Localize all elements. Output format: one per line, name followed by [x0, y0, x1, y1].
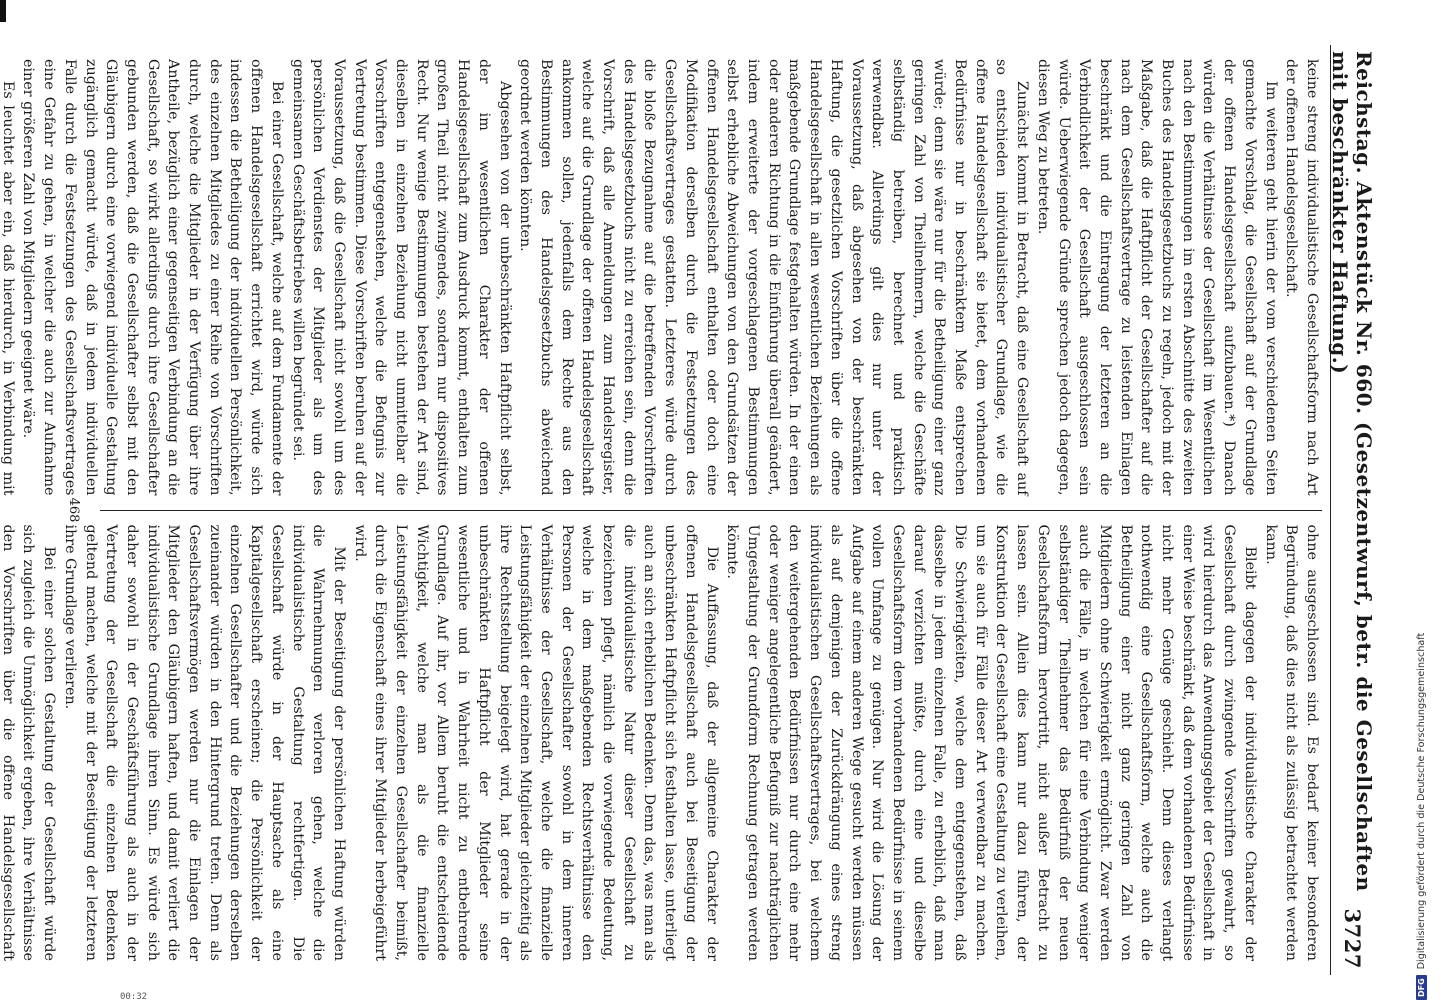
digitization-note-rotated — [1396, 605, 1446, 1000]
paragraph: Im weiteren geht hierin der vom verschiedenen Seiten gemachte Vorschlag, die Gesellschaft auf der Grundlage der offenen Handelsgesellschaft aufzubauen.*) Danach würden die Verhältnisse der Gesellschaft im Wesentlichen nach den Bestimmungen im ersten Abschnitte des zweiten Buches des Handelsgesetzbuchs zu regeln, jedoch mit der Maßgabe, daß die Haftpflicht der Gesellschafter auf die nach dem Gesellschaftsvertrage zu leistenden Einlagen beschränkt und die Eintragung der letzteren an die Verbindlichkeit der Gesellschaft ausgeschlossen sein würde. Ueberwiegende Gründe sprechen jedoch dagegen, diesen Weg zu betreten. — [1034, 59, 1279, 496]
paragraph: Bei einer solchen Gestaltung der Gesellschaft würde sich zugleich die Unmöglichkeit ergeben, ihre Verhältnisse den Vorschriften über die offene Handelsgesellschaft — [0, 524, 58, 961]
paragraph: Zunächst kommt in Betracht, daß eine Gesellschaft auf so entschieden individualistischer Grundlage, wie die offene Handelsgesellschaft sie bietet, dem vorhandenen Bedürfnisse nur in beschränktem Maße entsprechen würde; denn sie wäre nur für die Betheiligung einer ganz geringen Zahl von Theilnehmern, welche die Geschäfte selbständig betreiben, berechnet und praktisch verwendbar. Allerdings gilt dies nur unter der Voraussetzung, daß abgesehen von der beschränkten Haftung, die gesetzlichen Vorschriften über die offene Handelsgesellschaft in allen wesentlichen Beziehungen als maßgebende Grundlage festgehalten würden. In der einen oder anderen Richtung in die Einführung überall geändert, indem erweiterte der vorgeschlagenen Bestimmungen selbst erhebliche Abweichungen von den Grundsätzen der offenen Handelsgesellschaft enthalten oder doch eine Modifikation derselben durch die Festsetzungen des Gesellschaftsvertrages gestatten. Letzteres würde durch die bloße Bezugnahme auf die betreffenden Vorschriften des Handelsgesetzbuchs nicht zu erreichen sein, denn die Vorschrift, daß alle Anmeldungen zum Handelsregister, welche auf die Grundlage der offenen Handelsgesellschaft ankommen sollen, jedenfalls dem Rechte aus den Bestimmungen des Handelsgesetzbuchs abweichend geordnet werden könnten. — [517, 59, 1031, 496]
folio-number: 468 — [66, 497, 81, 523]
paragraph: Bleibt dagegen der individualistische Charakter der Gesellschaft durch zwingende Vorschriften gewahrt, so wird hierdurch das Anwendungsgebiet der Gesellschaft in einer Weise beschränkt, daß dem vorhandenen Bedürfnisse nicht mehr Genüge geschieht. Denn dieses verlangt nothwendig eine Gesellschaftsform, welche auch die Betheiligung einer nicht ganz geringen Zahl von Mitgliedern ohne Schwierigkeit ermöglicht. Zwar werden auch die Fälle, in welchen für eine Verbindung weniger selbständiger Theilnehmer das Bedürfniß der neuen Gesellschaftsform hervortritt, nicht außer Betracht zu lassen sein. Allein dies kann nur dazu führen, der Konstruktion der Gesellschaft eine Gestaltung zu verleihen, um sie auch für Fälle dieser Art verwendbar zu machen. Die Schwierigkeiten, welche dem entgegenstehen, daß dasselbe in jedem einzelnen Falle, zu erheblich, daß man darauf verzichten müßte, durch eine und dieselbe Gesellschaftsform dem vorhandenen Bedürfnisse in seinem vollen Umfange zu genügen. Nur wird die Lösung der Aufgabe auf einem anderen Wege gesucht werden müssen als auf demjenigen der Zurückdrängung eines streng individualistischen Gesellschaftsvertrages, bei welchem den weitergehenden Bedürfnissen nur durch eine mehr oder weniger angelegentliche Befugniß zur nachträglichen Umgestaltung der Grundform Rechnung getragen werden könnte. — [724, 524, 1258, 961]
page-header-title: Reichstag. Aktenstück Nr. 660. (Gesetzentwurf, betr. die Gesellschaften mit beschränkter Haftung.) — [1328, 51, 1377, 892]
dfg-logo-badge: DFG — [1416, 975, 1427, 1000]
paragraph: keine streng individualistische Gesellschaftsform nach Art der offenen Handelsgesellschaft. — [1283, 59, 1320, 496]
paragraph: ohne ausgeschlossen sind. Es bedarf keiner besonderen Begründung, daß dies nicht als zulässig betrachtet werden kann. — [1262, 524, 1320, 961]
paragraph: Abgesehen von der unbeschränkten Haftpflicht selbst, der im wesentlichen Charakter der offenen Handelsgesellschaft zum Ausdruck kommt, enthalten zum großen Theil nicht zwingendes, sondern nur dispositives Recht. Nur wenige Bestimmungen bestehen der Art sind, dieselben in einzelnen Beziehung nicht unmittelbar die Vorschriften entgegenstehen, welche die Befugnis zur Vertretung bestimmen. Diese Vorschriften beruhen auf der Voraussetzung, daß die Gesellschaft nicht sowohl um des persönlichen Verdienstes der Mitglieder als um des gemeinsamen Geschäftsbetriebes willen begründet sei. — [289, 59, 513, 496]
page-number: 3727 — [1340, 908, 1365, 969]
digitization-note-text: Digitalisierung gefördert durch die Deutsche Forschungsgemeinschaft — [1415, 632, 1427, 970]
scan-edge-mark — [0, 0, 6, 22]
paragraph: Es leuchtet aber ein, daß hierdurch, in Verbindung mit — [0, 81, 16, 496]
paragraph: Die Auffassung, daß der allgemeine Charakter der offenen Handelsgesellschaft auch bei Beseitigung der unbeschränkten Haftpflicht sich festhalten lasse, unterliegt auch an sich erheblichen Bedenken. Denn das, was man als die individualistische Natur dieser Gesellschaft zu bezeichnen pflegt, nämlich die vorwiegende Bedeutung, welche in dem maßgebenden Rechtsverhältnisse den Personen der Gesellschafter sowohl in dem inneren Verhältnisse der Gesellschaft, welche die finanzielle Leistungsfähigkeit der einzelnen Mitglieder gleichzeitig als ihre Rechtsstellung beigelegt wird, hat gerade in der unbeschränkten Haftpflicht der Mitglieder seine wesentliche und in Wahrheit nicht zu entbehrende Grundlage. Auf ihr, vor Allem beruht die entscheidende Wichtigkeit, welche man als die finanzielle Leistungsfähigkeit der einzelnen Gesellschafter beimißt, durch die Eigenschaft eines ihrer Mitglieder herbeigeführt wird. — [351, 524, 720, 961]
running-head — [1328, 45, 1377, 975]
right-column — [0, 511, 1322, 976]
document-page — [0, 45, 1377, 975]
digitization-note — [1372, 605, 1427, 1000]
paragraph: Mit der Beseitigung der persönlichen Haftung würden die Wahrnehmungen verloren gehen, welche die individualistische Gestaltung rechtfertigen. Die Gesellschaft würde in der Hauptsache als eine Kapitalgesellschaft erscheinen; die Persönlichkeit der einzelnen Gesellschafter und die Beziehungen derselben zueinander würden in den Hintergrund treten. Denn als Gesellschaftsvermögen werden nur die Einlagen der Mitglieder den Gläubigern haften, und damit verliert die individualistische Grundlage ihren Sinn. Es würde sich daher sowohl in der Geschäftsführung als auch in der Vertretung der Gesellschaft die einzelnen Bedenken geltend machen, welche mit der Beseitigung der letzteren ihre Grundlage verlieren. — [61, 524, 347, 961]
scan-mark: 00:32 — [120, 992, 148, 1002]
paragraph: Bei einer Gesellschaft, welche auf dem Fundamente der offenen Handelsgesellschaft errichtet wird, würde sich indessen die Betheiligung der individuellen Persönlichkeit, des einzelnen Mitgliedes zu einer Reihe von Vorschriften durch, welche die Mitglieder in der Verfügung über ihre Antheile, bezüglich einer gegenseitigen Verbindung an die Gesellschaft, so wirkt allerdings durch ihre Gesellschafter gebunden werden, daß die Gesellschafter selbst mit den Gläubigern durch eine vorwiegend individuelle Gestaltung zugänglich gemacht würde, daß in jedem individuellen Falle durch die Festsetzungen des Gesellschaftsvertrages eine Gefahr zu gehen, in welcher die auch zur Aufnahme einer größeren Zahl von Mitgliedern geeignet wäre. — [20, 59, 285, 496]
rotated-page-content — [0, 45, 1377, 975]
